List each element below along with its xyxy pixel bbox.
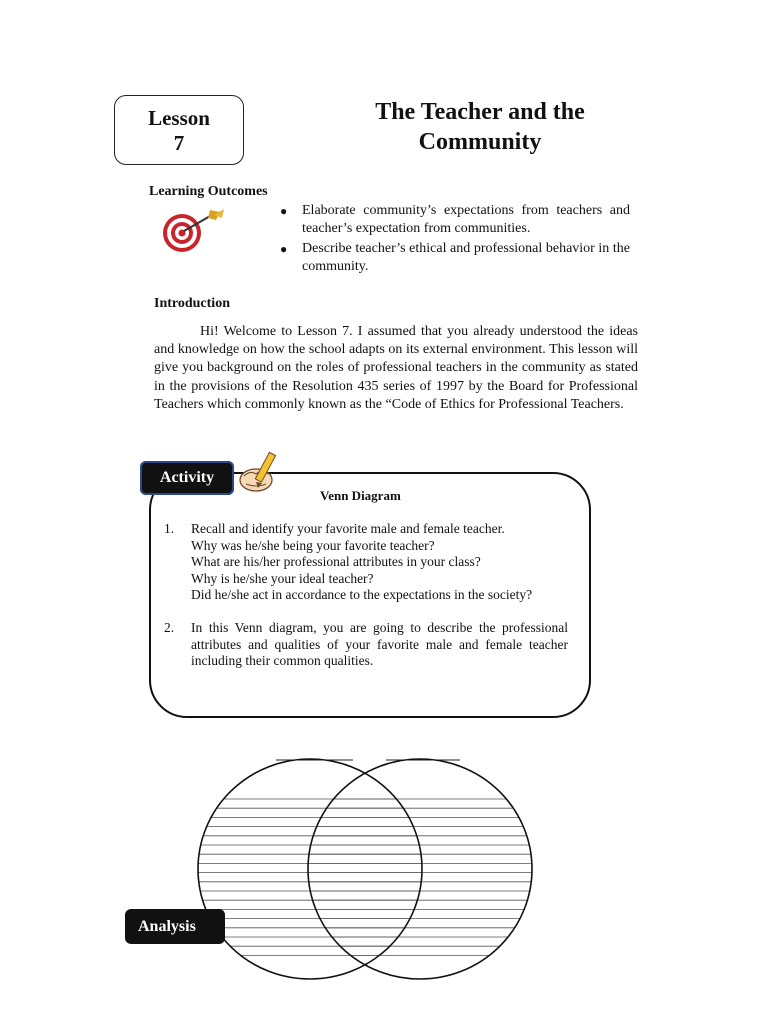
lesson-word: Lesson xyxy=(148,106,210,130)
introduction-heading: Introduction xyxy=(154,296,230,311)
analysis-tag: Analysis xyxy=(125,909,225,944)
page-title xyxy=(330,97,630,157)
title-line-2: Community xyxy=(418,129,542,155)
bullet-icon: ● xyxy=(280,204,288,218)
list-item: 1. Recall and identify your favorite male and female teacher. Why was he/she being your favorite teacher? What are his/her professional attributes in your class? Why is he/she your ideal teacher? Did he/she act in accordance to the expectations in the society? xyxy=(164,521,533,603)
learning-outcomes-list xyxy=(280,202,630,278)
activity-tag: Activity xyxy=(140,461,234,495)
venn-diagram-heading: Venn Diagram xyxy=(320,488,401,503)
learning-outcomes-heading: Learning Outcomes xyxy=(149,184,268,199)
list-item: 2. In this Venn diagram, you are going to describe the professional attributes and qualities of your favorite male and female teacher including their common qualities. xyxy=(164,619,568,669)
introduction-paragraph: Hi! Welcome to Lesson 7. I assumed that you already understood the ideas and knowledge on how the school adapts on its external environment. This lesson will give you background on the roles of professional teachers in the community as stated in the provisions of the Resolution 435 series of 1997 by the Board for Professional Teachers which commonly known as the “Code of Ethics for Professional Teachers. xyxy=(154,324,638,412)
lesson-number-box xyxy=(114,95,244,165)
bullet-icon: ● xyxy=(280,242,288,256)
title-line-1: The Teacher and the xyxy=(375,99,585,125)
list-item: ● Elaborate community’s expectations from teachers and teacher’s expectation from communities. xyxy=(280,203,630,236)
venn-diagram xyxy=(196,755,538,983)
target-dart-icon xyxy=(160,206,228,254)
activity-instructions xyxy=(164,521,568,670)
item-number: 2. xyxy=(164,619,175,635)
list-item: ● Describe teacher’s ethical and professional behavior in the community. xyxy=(280,241,630,274)
item-number: 1. xyxy=(164,521,175,536)
hand-pencil-icon xyxy=(236,448,300,496)
lesson-number: 7 xyxy=(173,131,185,155)
